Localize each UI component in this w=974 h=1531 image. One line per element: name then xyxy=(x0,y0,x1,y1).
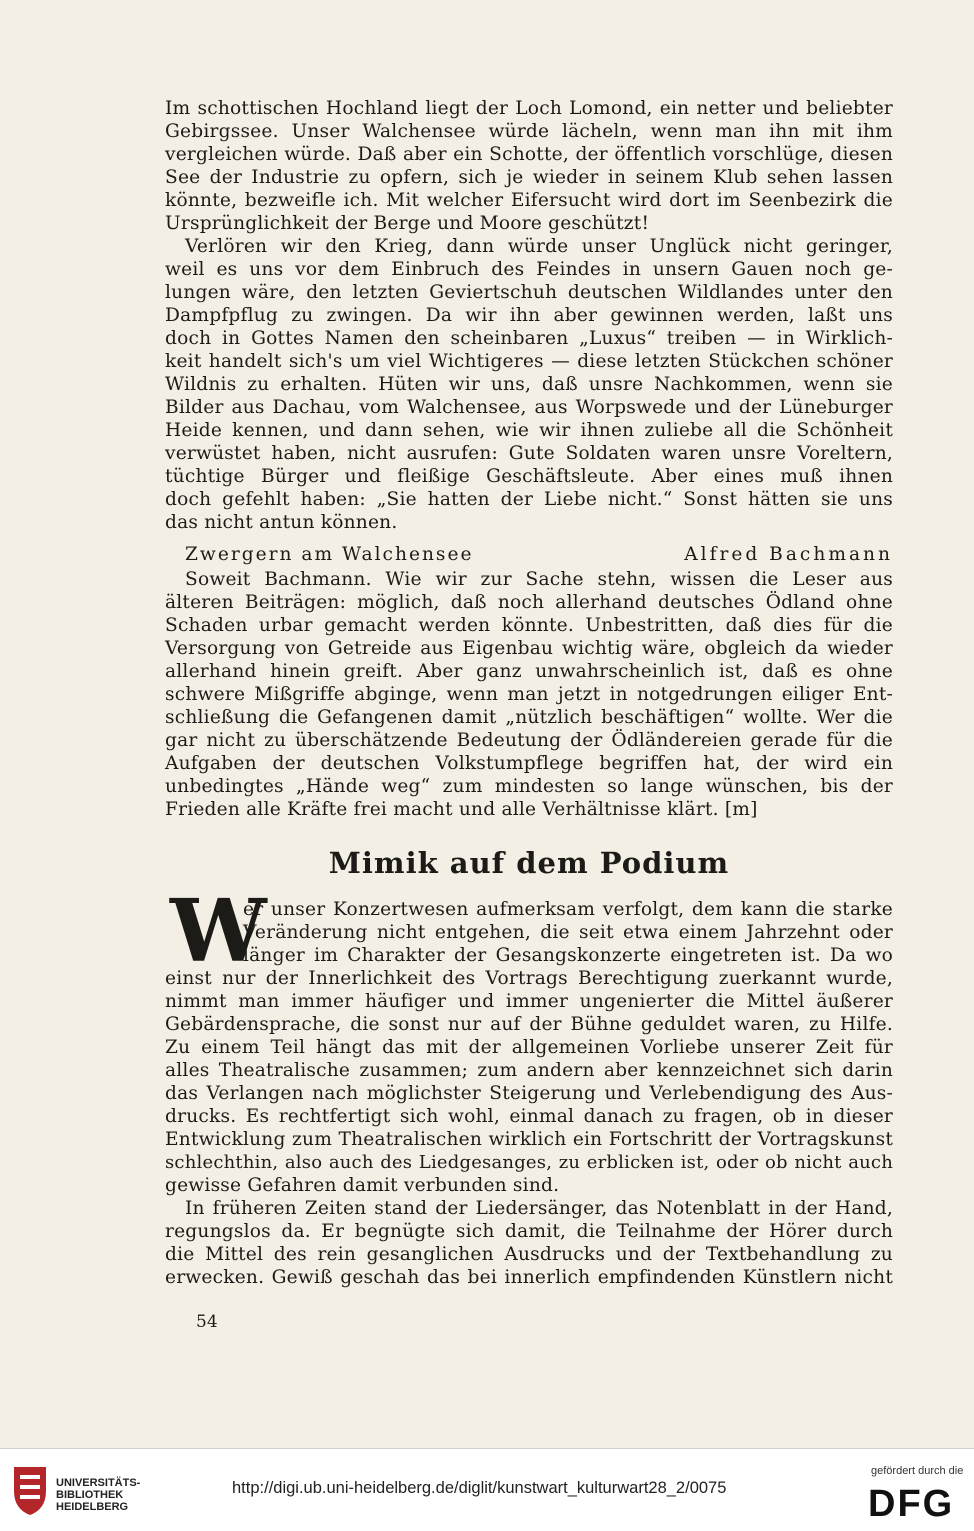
text-line: Ursprünglichkeit der Berge und Moore geschützt! xyxy=(165,213,650,234)
text-line: einst nur der Innerlichkeit des Vortrags Berechtigung zuerkannt wurde, xyxy=(165,968,893,989)
text-line: Soweit Bachmann. Wie wir zur Sache stehn, wissen die Leser aus xyxy=(185,569,893,590)
text-line: Versorgung von Getreide aus Eigenbau wichtig wäre, obgleich da wieder xyxy=(165,638,893,659)
text-line: doch in Gottes Namen den scheinbaren „Luxus“ treiben — in Wirklich- xyxy=(165,328,893,349)
text-line: Verlören wir den Krieg, dann würde unser Unglück nicht geringer, xyxy=(185,236,893,257)
text-line: Veränderung nicht entgehen, die seit etwa einem Jahrzehnt oder xyxy=(243,922,893,943)
text-line: keit handelt sich's um viel Wichtigeres — diese letzten Stückchen schöner xyxy=(165,351,893,372)
digitization-footer xyxy=(0,1448,974,1531)
text-line: älteren Beiträgen: möglich, daß noch allerhand deutsches Ödland ohne xyxy=(165,592,893,613)
text-line: Gebärdensprache, die sonst nur auf der Bühne geduldet waren, zu Hilfe. xyxy=(165,1014,893,1035)
text-line: Dampfpflug zu zwingen. Da wir ihn aber gewinnen werden, laßt uns xyxy=(165,305,893,326)
text-line: regungslos da. Er begnügte sich damit, die Teilnahme der Hörer durch xyxy=(165,1221,893,1242)
text-line: das Verlangen nach möglichster Steigerung und Verlebendigung des Aus- xyxy=(165,1083,893,1104)
text-line: alles Theatralische zusammen; zum andern aber kennzeichnet sich darin xyxy=(165,1060,893,1081)
university-name-line: BIBLIOTHEK xyxy=(56,1489,124,1501)
text-line: gar nicht zu überschätzende Bedeutung der Ödländereien gerade für die xyxy=(165,730,893,751)
text-line: Entwicklung zum Theatralischen wirklich ein Fortschritt der Vortragskunst xyxy=(165,1129,893,1150)
paragraph-editorial-note xyxy=(165,568,893,821)
text-line: weil es uns vor dem Einbruch des Feindes in unsern Gauen noch ge- xyxy=(165,259,893,280)
text-line: Aufgaben der deutschen Volkstumpflege begriffen hat, der wird ein xyxy=(165,753,893,774)
text-line: Wildnis zu erhalten. Hüten wir uns, daß unsre Nachkommen, wenn sie xyxy=(165,374,893,395)
paragraph-konzertwesen xyxy=(165,898,893,1197)
text-line: allerhand hinein greift. Aber ganz unwahrscheinlich ist, daß es ohne xyxy=(165,661,893,682)
text-line: Frieden alle Kräfte frei macht und alle Verhältnisse klärt. [m] xyxy=(165,799,758,820)
funding-note: gefördert durch die xyxy=(871,1465,964,1477)
text-line: Zu einem Teil hängt das mit der allgemeinen Vorliebe unserer Zeit für xyxy=(165,1037,893,1058)
text-line: unbedingtes „Hände weg“ zum mindesten so lange wünschen, bis der xyxy=(165,776,893,797)
article-heading: Mimik auf dem Podium xyxy=(328,846,730,880)
text-line: schwere Mißgriffe abginge, wenn man jetzt in notgedrungen eiliger Ent- xyxy=(165,684,893,705)
text-line: Bilder aus Dachau, vom Walchensee, aus Worpswede und der Lüneburger xyxy=(165,397,893,418)
text-line: doch gefehlt haben: „Sie hatten der Liebe nicht.“ Sonst hätten sie uns xyxy=(165,489,893,510)
text-line: die Mittel des rein gesanglichen Ausdrucks und der Textbehandlung zu xyxy=(165,1244,893,1265)
text-line: gewisse Gefahren damit verbunden sind. xyxy=(165,1175,560,1196)
text-line: Im schottischen Hochland liegt der Loch Lomond, ein netter und beliebter xyxy=(165,98,893,119)
paragraph-loch-lomond xyxy=(165,97,893,235)
text-line: vergleichen würde. Daß aber ein Schotte, der öffentlich vorschlüge, diesen xyxy=(165,144,893,165)
text-line: erwecken. Gewiß geschah das bei innerlich empfindenden Künstlern nicht xyxy=(165,1267,893,1288)
text-line: Gebirgssee. Unser Walchensee würde lächeln, wenn man ihn mit ihm xyxy=(165,121,893,142)
text-line: tüchtige Bürger und fleißige Geschäftsleute. Aber eines muß ihnen xyxy=(165,466,893,487)
text-line: Heide kennen, und dann sehen, wie wir ihnen zuliebe all die Schönheit xyxy=(165,420,893,441)
text-line: schließung die Gefangenen damit „nützlich beschäftigen“ wollte. Wer die xyxy=(165,707,893,728)
byline-author: Alfred Bachmann xyxy=(684,544,893,565)
university-library-logo xyxy=(10,1461,50,1519)
text-line: länger im Charakter der Gesangskonzerte eingetreten ist. Da wo xyxy=(243,945,893,966)
dfg-logo: DFG xyxy=(868,1483,955,1525)
text-line: lungen wäre, den letzten Geviertschuh deutschen Wildlandes unter den xyxy=(165,282,893,303)
text-line: In früheren Zeiten stand der Liedersänger, das Notenblatt in der Hand, xyxy=(185,1198,893,1219)
source-url-link[interactable]: http://digi.ub.uni-heidelberg.de/diglit/kunstwart_kulturwart28_2/0075 xyxy=(232,1479,727,1497)
paragraph-fruehere-zeiten xyxy=(165,1197,893,1289)
text-line: Schaden urbar gemacht werden könnte. Unbestritten, daß dies für die xyxy=(165,615,893,636)
text-line: See der Industrie zu opfern, sich je wieder in seinem Klub sehen lassen xyxy=(165,167,893,188)
paragraph-krieg xyxy=(165,235,893,534)
text-line: schlechthin, also auch des Liedgesanges, zu erblicken ist, oder ob nicht auch xyxy=(165,1152,893,1173)
text-line: könnte, bezweifle ich. Mit welcher Eifersucht wird dort im Seenbezirk die xyxy=(165,190,893,211)
drop-cap: W xyxy=(170,881,267,982)
text-line: nimmt man immer häufiger und immer ungenierter die Mittel äußerer xyxy=(165,991,893,1012)
text-line: drucks. Es rechtfertigt sich wohl, einmal danach zu fragen, ob in dieser xyxy=(165,1106,893,1127)
university-name-line: UNIVERSITÄTS- xyxy=(56,1477,141,1489)
university-library-name xyxy=(56,1477,140,1513)
university-name-line: HEIDELBERG xyxy=(56,1501,129,1513)
page-number: 54 xyxy=(196,1312,218,1332)
text-line: verwüstet haben, nicht ausrufen: Gute Soldaten waren unsre Voreltern, xyxy=(165,443,893,464)
text-line: das nicht antun können. xyxy=(165,512,398,533)
text-line: er unser Konzertwesen aufmerksam verfolgt, dem kann die starke xyxy=(243,899,893,920)
byline-place: Zwergern am Walchensee xyxy=(185,544,474,565)
